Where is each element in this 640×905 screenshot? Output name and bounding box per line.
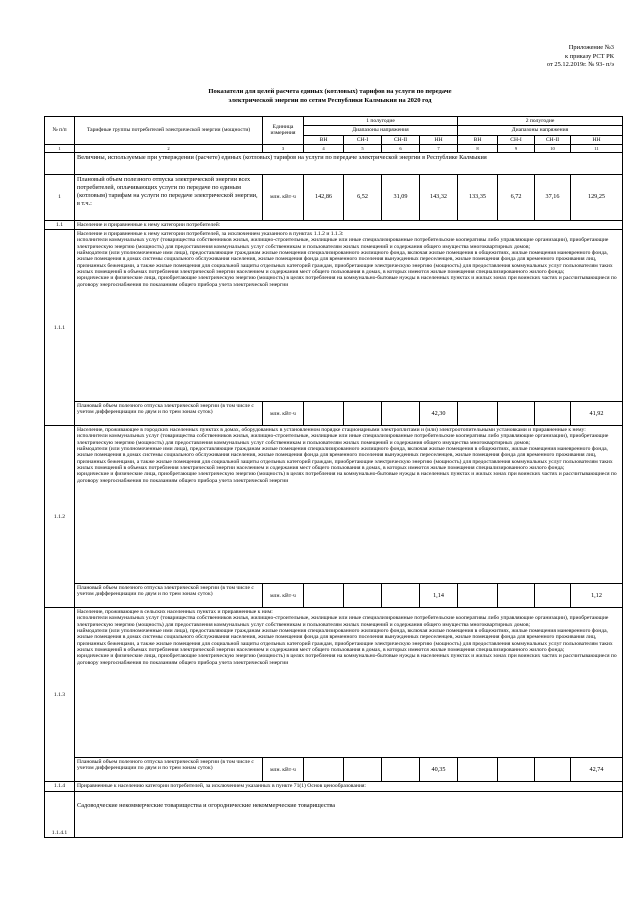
row-1-1-3-no: 1.1.3 — [45, 608, 75, 782]
row-1-1-2-no: 1.1.2 — [45, 426, 75, 608]
header-level-sn1-2: СН-I — [498, 135, 535, 144]
col-num: 6 — [382, 144, 420, 152]
row-1-1-4-1-no: 1.1.4.1 — [45, 792, 75, 838]
annex-block — [547, 44, 614, 70]
row-1-1-2-value-h1: 1,14 — [420, 584, 458, 608]
col-num: 4 — [304, 144, 344, 152]
empty-cell — [498, 402, 535, 426]
title-line-2: электрической энергии по сетям Республики Калмыкия на 2020 год — [228, 97, 432, 104]
description-paragraph: юридические и физические лица, приобретающие электрическую энергию (мощность) в целях потребления на коммунально-бытовые нужды в населенных пунктах и жилых зонах при воинских частях и рассчитывающиеся по договору энергоснабжения по показаниям общего прибора учета электрической энергии — [77, 471, 617, 484]
row-1-1-3-value-h1: 40,35 — [420, 758, 458, 782]
description-paragraph: юридические и физические лица, приобретающие электрическую энергию (мощность) в целях потребления на коммунально-бытовые нужды в населенных пунктах и жилых зонах при воинских частях и рассчитывающиеся по договору энергоснабжения по показаниям общего прибора учета электрической энергии — [77, 653, 617, 666]
empty-cell — [304, 584, 344, 608]
tariff-table — [44, 116, 623, 838]
header-level-vn-1: ВН — [304, 135, 344, 144]
header-half-2: 2 полугодие — [458, 117, 623, 126]
header-ranges-2: Диапазоны напряжения — [458, 126, 623, 135]
header-half-1: 1 полугодие — [304, 117, 458, 126]
row-1-1-3-plan-label: Плановый объем полезного отпуска электрической энергии (в том числе с учетом дифференциации по двум и по трем зонам суток) — [75, 758, 263, 782]
header-level-vn-2: ВН — [458, 135, 498, 144]
empty-cell — [344, 584, 382, 608]
row-1-1-1-no: 1.1.1 — [45, 230, 75, 426]
empty-cell — [304, 402, 344, 426]
col-num: 7 — [420, 144, 458, 152]
row-1-value: 31,09 — [382, 174, 420, 220]
col-num: 11 — [571, 144, 623, 152]
empty-cell — [535, 584, 571, 608]
row-1-1-4-no: 1.1.4 — [45, 782, 75, 792]
row-1-value: 142,86 — [304, 174, 344, 220]
header-level-sn1-1: СН-I — [344, 135, 382, 144]
description-paragraph: наймодатели (или уполномоченные ими лица), предоставляющие гражданам жилые помещения специализированного жилищного фонда, включая жилые помещения в общежитиях, жилые помещения маневренного фонда, жилые помещения в домах системы социального обслуживания населения, жилые помещения фонда для временного поселения вынужденных переселенцев, жилые помещения фонда для временного проживания лиц, признанных беженцами, а также жилые помещения для социальной защиты отдельных категорий граждан, приобретающие электрическую энергию (мощность) для предоставления коммунальных услуг пользователям таких жилых помещений в объемах потребления электрической энергии населением и содержания мест общего пользования в домах, в которых имеются жилые помещения специализированного жилого фонда; — [77, 628, 613, 653]
empty-cell — [344, 402, 382, 426]
header-level-sn2-1: СН-II — [382, 135, 420, 144]
row-1-1-4-1-label: Садоводческие некоммерческие товарищества и огороднические некоммерческие товарищества — [75, 792, 623, 838]
row-1-1-2-unit: млн. кВт·ч — [263, 584, 304, 608]
row-1-1-label: Население и приравненные к нему категории потребителей: — [75, 220, 623, 229]
row-1-1-2-description — [75, 426, 623, 584]
row-1-1-1-plan-label: Плановый объем полезного отпуска электрической энергии (в том числе с учетом дифференциации по двум и по трем зонам суток) — [75, 402, 263, 426]
row-1-1-1-unit: млн. кВт·ч — [263, 402, 304, 426]
description-paragraph: Население и приравненные к нему категории потребителей, за исключением указанного в пунктах 1.1.2 и 1.1.3: — [77, 231, 344, 238]
header-unit: Единица измерения — [263, 117, 304, 145]
row-1-1-no: 1.1 — [45, 220, 75, 229]
row-1-1-3-unit: млн. кВт·ч — [263, 758, 304, 782]
description-paragraph: Население, проживающее в сельских населенных пунктах и приравненные к ним: — [77, 609, 273, 616]
description-paragraph: наймодатели (или уполномоченные ими лица), предоставляющие гражданам жилые помещения специализированного жилищного фонда, включая жилые помещения в общежитиях, жилые помещения маневренного фонда, жилые помещения в домах системы социального обслуживания населения, жилые помещения фонда для временного поселения вынужденных переселенцев, жилые помещения фонда для временного проживания лиц, признанных беженцами, а также жилые помещения для социальной защиты отдельных категорий граждан, приобретающие электрическую энергию (мощность) для предоставления коммунальных услуг пользователям таких жилых помещений в объемах потребления электрической энергии населением и содержания мест общего пользования в домах, в которых имеются жилые помещения специализированного жилого фонда; — [77, 446, 613, 471]
empty-cell — [344, 758, 382, 782]
empty-cell — [535, 758, 571, 782]
title-line-1: Показатели для целей расчета единых (котловых) тарифов на услуги по передаче — [208, 88, 452, 95]
row-1-1-1-value-h1: 42,30 — [420, 402, 458, 426]
header-level-sn2-2: СН-II — [535, 135, 571, 144]
header-groups: Тарифные группы потребителей электрической энергии (мощности) — [75, 117, 263, 145]
col-num: 10 — [535, 144, 571, 152]
row-1-no: 1 — [45, 174, 75, 220]
row-1-value: 6,72 — [498, 174, 535, 220]
empty-cell — [535, 402, 571, 426]
description-paragraph: Население, проживающее в городских населенных пунктах в домах, оборудованных в установленном порядке стационарными электроплитами и (или) электроотопительными установками и приравненные к нему: — [77, 427, 586, 434]
row-1-value: 133,35 — [458, 174, 498, 220]
empty-cell — [458, 402, 498, 426]
empty-cell — [458, 584, 498, 608]
row-1-1-2-plan-label: Плановый объем полезного отпуска электрической энергии (в том числе с учетом дифференциации по двум и по трем зонам суток) — [75, 584, 263, 608]
description-paragraph: исполнители коммунальных услуг (товарищества собственников жилья, жилищно-строительные, жилищные или иные специализированные потребительские кооперативы либо управляющие организации), приобретающие электрическую энергию (мощность) для предоставления коммунальных услуг собственникам и пользователям жилых помещений и содержания общего имущества многоквартирных домов; — [77, 615, 609, 628]
row-1-1-1-description — [75, 230, 623, 402]
row-1-value: 6,52 — [344, 174, 382, 220]
description-paragraph: юридические и физические лица, приобретающие электрическую энергию (мощность) в целях потребления на коммунально-бытовые нужды в населенных пунктах и жилых зонах при воинских частях и рассчитывающиеся по договору энергоснабжения по показаниям общего прибора учета электрической энергии — [77, 275, 617, 288]
header-level-nn-1: НН — [420, 135, 458, 144]
row-1-1-3-description — [75, 608, 623, 758]
empty-cell — [498, 584, 535, 608]
col-num: 9 — [498, 144, 535, 152]
description-paragraph: исполнители коммунальных услуг (товарищества собственников жилья, жилищно-строительные, жилищные или иные специализированные потребительские кооперативы либо управляющие организации), приобретающие электрическую энергию (мощность) для предоставления коммунальных услуг собственникам и пользователям жилых помещений и содержания общего имущества многоквартирных домов; — [77, 237, 609, 250]
col-num: 8 — [458, 144, 498, 152]
row-1-1-1-value-h2: 41,92 — [571, 402, 623, 426]
row-1-value: 129,25 — [571, 174, 623, 220]
empty-cell — [382, 584, 420, 608]
row-1-value: 143,32 — [420, 174, 458, 220]
annex-line-2: к приказу РСТ РК — [565, 52, 614, 60]
empty-cell — [382, 402, 420, 426]
document-title — [150, 87, 510, 105]
empty-cell — [498, 758, 535, 782]
description-paragraph: исполнители коммунальных услуг (товарищества собственников жилья, жилищно-строительные, жилищные или иные специализированные потребительские кооперативы либо управляющие организации), приобретающие электрическую энергию (мощность) для предоставления коммунальных услуг собственникам и пользователям жилых помещений и содержания общего имущества многоквартирных домов; — [77, 433, 609, 446]
row-1-1-4-label: Приравненные к населению категории потребителей, за исключением указанных в пункте 71(1) Основ ценообразования: — [75, 782, 623, 792]
header-level-nn-2: НН — [571, 135, 623, 144]
quantities-empty-cell — [45, 152, 75, 174]
col-num: 3 — [263, 144, 304, 152]
empty-cell — [382, 758, 420, 782]
empty-cell — [458, 758, 498, 782]
empty-cell — [304, 758, 344, 782]
row-1-1-3-value-h2: 42,74 — [571, 758, 623, 782]
row-1-value: 37,16 — [535, 174, 571, 220]
row-1-unit: млн. кВт·ч — [263, 174, 304, 220]
header-ranges-1: Диапазоны напряжения — [304, 126, 458, 135]
annex-line-1: Приложение №3 — [568, 44, 614, 51]
col-num: 1 — [45, 144, 75, 152]
description-paragraph: наймодатели (или уполномоченные ими лица), предоставляющие гражданам жилые помещения специализированного жилищного фонда, включая жилые помещения в общежитиях, жилые помещения маневренного фонда, жилые помещения в домах системы социального обслуживания населения, жилые помещения фонда для временного поселения вынужденных переселенцев, жилые помещения фонда для временного проживания лиц, признанных беженцами, а также жилые помещения для социальной защиты отдельных категорий граждан, приобретающие электрическую энергию (мощность) для предоставления коммунальных услуг пользователям таких жилых помещений в объемах потребления электрической энергии населением и содержания мест общего пользования в домах, в которых имеются жилые помещения специализированного жилого фонда; — [77, 250, 613, 275]
col-num: 5 — [344, 144, 382, 152]
header-no: № п/п — [45, 117, 75, 145]
col-num: 2 — [75, 144, 263, 152]
row-1-label: Плановый объем полезного отпуска электрической энергии всех потребителей, оплачивающих услуги по передаче по единым (котловым) тарифам на услуги по передаче электрической энергии, в т.ч.: — [75, 174, 263, 220]
row-1-1-2-value-h2: 1,12 — [571, 584, 623, 608]
quantities-heading: Величины, используемые при утверждении (расчете) единых (котловых) тарифов на услуги по передаче электрической энергии в Республике Калмыкия — [75, 152, 623, 174]
annex-line-3: от 25.12.2019г. № 93- п/э — [546, 61, 614, 68]
